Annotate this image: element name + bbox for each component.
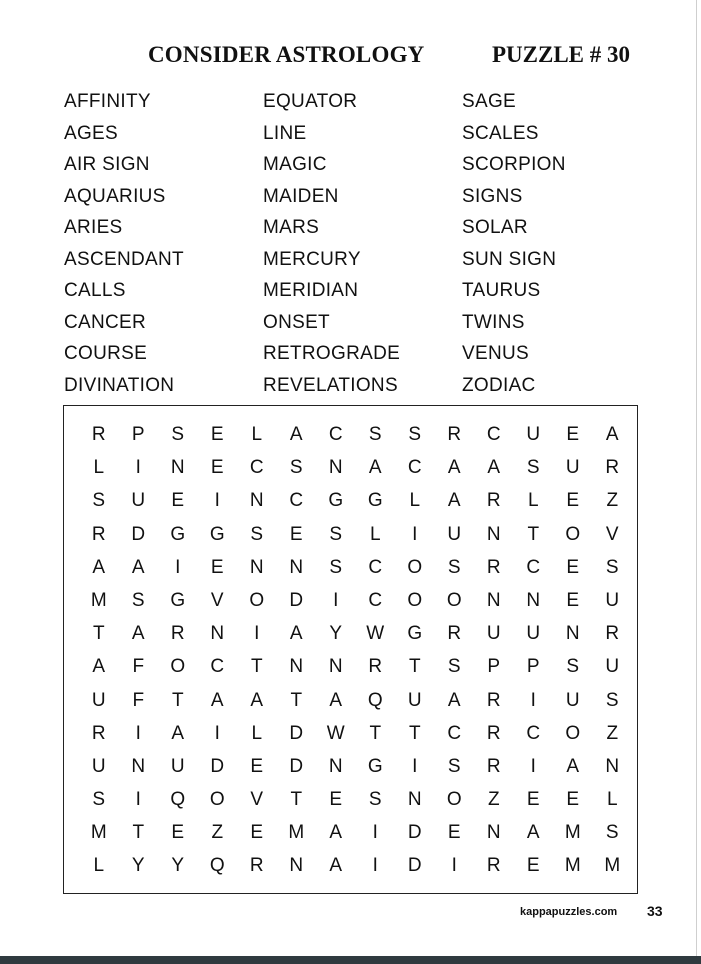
grid-letter: I	[254, 623, 260, 645]
grid-letter: O	[565, 722, 581, 744]
grid-letter: E	[447, 822, 461, 844]
grid-letter: O	[446, 789, 462, 811]
grid-letter: C	[249, 457, 264, 479]
grid-letter: W	[326, 722, 345, 744]
grid-letter: N	[328, 755, 343, 777]
grid-letter: N	[328, 457, 343, 479]
grid-letter: A	[92, 556, 106, 578]
grid-letter: R	[486, 855, 501, 877]
grid-letter: N	[605, 755, 620, 777]
word-list-item: MERCURY	[263, 248, 361, 270]
word-list-item: SCALES	[462, 122, 539, 144]
grid-letter: A	[605, 424, 619, 445]
grid-letter: R	[605, 457, 620, 479]
grid-letter: S	[368, 789, 382, 811]
grid-letter: T	[408, 656, 421, 678]
grid-letter: O	[407, 589, 423, 611]
grid-letter: S	[329, 556, 343, 578]
word-list-item: CANCER	[64, 311, 147, 333]
word-list-item: RETROGRADE	[263, 343, 401, 364]
grid-letter: R	[91, 424, 106, 445]
grid-letter: S	[447, 755, 461, 777]
word-list-item: COURSE	[64, 343, 148, 364]
word-search-grid	[79, 418, 632, 883]
grid-letter: N	[526, 589, 541, 611]
grid-letter: R	[486, 722, 501, 744]
grid-letter: E	[210, 457, 224, 479]
grid-letter: N	[249, 490, 264, 512]
grid-letter: G	[170, 589, 186, 611]
word-list-column-2	[263, 90, 400, 405]
word-list-item: ONSET	[263, 311, 330, 333]
grid-letter: Y	[171, 855, 185, 877]
grid-letter: L	[527, 490, 539, 512]
grid-letter: O	[565, 523, 581, 545]
grid-letter: U	[91, 689, 106, 711]
grid-letter: L	[93, 855, 105, 877]
grid-letter: R	[91, 722, 106, 744]
grid-letter: R	[249, 855, 264, 877]
grid-letter: E	[329, 789, 343, 811]
grid-letter: V	[210, 589, 224, 611]
grid-letter: S	[605, 822, 619, 844]
word-list-item: MARS	[263, 217, 320, 238]
grid-letter: C	[407, 457, 422, 479]
grid-letter: T	[92, 623, 105, 645]
grid-letter: M	[564, 822, 581, 844]
grid-letter: U	[170, 755, 185, 777]
grid-letter: I	[135, 457, 141, 479]
word-list-item: TAURUS	[462, 280, 541, 301]
word-list-item: MAGIC	[263, 154, 327, 175]
grid-letter: Z	[606, 722, 619, 744]
grid-letter: I	[372, 822, 378, 844]
grid-letter: P	[131, 424, 145, 445]
grid-letter: T	[132, 822, 145, 844]
word-list-item: ASCENDANT	[64, 248, 184, 270]
grid-letter: S	[605, 556, 619, 578]
grid-letter: U	[565, 457, 580, 479]
grid-letter: O	[407, 556, 423, 578]
grid-letter: I	[333, 589, 339, 611]
grid-letter: S	[171, 424, 185, 445]
grid-letter: L	[369, 523, 381, 545]
grid-letter: E	[250, 822, 264, 844]
grid-letter: E	[171, 822, 185, 844]
grid-letter: I	[530, 689, 536, 711]
word-list-column-3	[462, 90, 566, 405]
grid-letter: A	[329, 822, 343, 844]
grid-letter: Z	[606, 490, 619, 512]
word-search-grid-box	[63, 405, 638, 894]
grid-letter: A	[250, 689, 264, 711]
grid-letter: R	[170, 623, 185, 645]
grid-letter: Q	[367, 689, 383, 711]
grid-letter: O	[209, 789, 225, 811]
grid-letter: E	[210, 556, 224, 578]
grid-letter: G	[367, 755, 383, 777]
grid-letter: M	[288, 822, 305, 844]
grid-letter: S	[447, 656, 461, 678]
grid-letter: T	[369, 722, 382, 744]
grid-letter: A	[447, 490, 461, 512]
grid-letter: D	[131, 523, 146, 545]
grid-letter: N	[486, 822, 501, 844]
grid-letter: C	[210, 656, 225, 678]
grid-letter: T	[250, 656, 263, 678]
grid-letter: F	[132, 689, 145, 711]
grid-letter: G	[209, 523, 225, 545]
grid-letter: E	[526, 855, 540, 877]
grid-letter: M	[604, 855, 621, 877]
grid-letter: N	[486, 589, 501, 611]
grid-letter: D	[407, 822, 422, 844]
grid-letter: O	[170, 656, 186, 678]
grid-letter: Y	[329, 623, 343, 645]
grid-letter: L	[409, 490, 421, 512]
grid-letter: U	[605, 589, 620, 611]
grid-letter: N	[210, 623, 225, 645]
grid-letter: E	[210, 424, 224, 445]
grid-letter: D	[289, 722, 304, 744]
grid-letter: U	[605, 656, 620, 678]
grid-letter: S	[605, 689, 619, 711]
grid-letter: C	[526, 556, 541, 578]
word-list-item: REVELATIONS	[263, 374, 398, 396]
word-list-item: AFFINITY	[64, 91, 151, 112]
grid-letter: F	[132, 656, 145, 678]
grid-letter: R	[368, 656, 383, 678]
grid-letter: V	[605, 523, 619, 545]
publisher-site: kappapuzzles.com	[520, 906, 618, 918]
grid-letter: G	[170, 523, 186, 545]
grid-letter: R	[605, 623, 620, 645]
grid-letter: C	[526, 722, 541, 744]
grid-letter: N	[328, 656, 343, 678]
page-number: 33	[647, 903, 663, 919]
grid-letter: U	[447, 523, 462, 545]
grid-letter: A	[131, 556, 145, 578]
grid-letter: P	[526, 656, 540, 678]
grid-letter: E	[526, 789, 540, 811]
grid-letter: E	[566, 589, 580, 611]
grid-letter: D	[210, 755, 225, 777]
grid-letter: S	[131, 589, 145, 611]
grid-letter: S	[368, 424, 382, 445]
grid-letter: A	[210, 689, 224, 711]
word-list-column-1	[64, 90, 184, 405]
grid-letter: D	[289, 755, 304, 777]
grid-letter: L	[93, 457, 105, 479]
word-list-item: SAGE	[462, 91, 516, 112]
grid-letter: C	[368, 589, 383, 611]
grid-letter: N	[289, 656, 304, 678]
grid-letter: U	[526, 424, 541, 445]
grid-letter: A	[92, 656, 106, 678]
grid-letter: T	[408, 722, 421, 744]
grid-letter: A	[171, 722, 185, 744]
grid-letter: S	[250, 523, 264, 545]
grid-letter: A	[131, 623, 145, 645]
grid-letter: D	[289, 589, 304, 611]
grid-letter: E	[566, 490, 580, 512]
grid-letter: Y	[131, 855, 145, 877]
word-list-item: ARIES	[64, 217, 123, 238]
grid-letter: S	[329, 523, 343, 545]
word-list-item: EQUATOR	[263, 91, 358, 112]
grid-letter: P	[487, 656, 501, 678]
grid-letter: T	[527, 523, 540, 545]
grid-letter: C	[328, 424, 343, 445]
grid-letter: A	[289, 424, 303, 445]
grid-letter: E	[566, 556, 580, 578]
grid-letter: E	[250, 755, 264, 777]
grid-letter: S	[566, 656, 580, 678]
word-list-item: SCORPION	[462, 154, 566, 175]
grid-letter: N	[289, 855, 304, 877]
grid-letter: C	[368, 556, 383, 578]
grid-letter: R	[447, 623, 462, 645]
grid-letter: G	[328, 490, 344, 512]
word-list-item: AQUARIUS	[64, 185, 166, 207]
grid-letter: E	[171, 490, 185, 512]
grid-letter: R	[486, 556, 501, 578]
grid-letter: M	[90, 822, 107, 844]
grid-letter: I	[214, 722, 220, 744]
grid-letter: I	[372, 855, 378, 877]
word-list-item: CALLS	[64, 280, 126, 301]
grid-letter: O	[446, 589, 462, 611]
grid-letter: T	[290, 689, 303, 711]
grid-letter: Z	[487, 789, 500, 811]
grid-letter: M	[564, 855, 581, 877]
puzzle-number: PUZZLE # 30	[492, 42, 631, 67]
grid-letter: L	[606, 789, 618, 811]
grid-letter: R	[447, 424, 462, 445]
grid-letter: U	[486, 623, 501, 645]
grid-letter: S	[408, 424, 422, 445]
grid-letter: A	[447, 689, 461, 711]
grid-letter: I	[412, 523, 418, 545]
grid-letter: N	[131, 755, 146, 777]
grid-letter: R	[486, 689, 501, 711]
grid-letter: V	[250, 789, 264, 811]
word-list-item: LINE	[263, 122, 307, 144]
word-list-item: DIVINATION	[64, 374, 175, 396]
word-list-item: SIGNS	[462, 185, 523, 207]
grid-letter: E	[566, 789, 580, 811]
grid-letter: L	[251, 424, 263, 445]
grid-letter: R	[486, 490, 501, 512]
grid-letter: C	[486, 424, 501, 445]
grid-letter: I	[530, 755, 536, 777]
grid-letter: E	[289, 523, 303, 545]
grid-letter: A	[329, 689, 343, 711]
grid-letter: A	[566, 755, 580, 777]
grid-letter: S	[92, 789, 106, 811]
grid-letter: R	[486, 755, 501, 777]
word-list-item: AIR SIGN	[64, 154, 150, 175]
grid-letter: A	[368, 457, 382, 479]
grid-letter: N	[249, 556, 264, 578]
grid-letter: I	[175, 556, 181, 578]
grid-letter: N	[486, 523, 501, 545]
word-list-item: SOLAR	[462, 217, 528, 238]
grid-letter: U	[565, 689, 580, 711]
grid-letter: I	[135, 789, 141, 811]
word-list-item: MERIDIAN	[263, 280, 359, 301]
grid-letter: A	[329, 855, 343, 877]
grid-letter: Q	[209, 855, 225, 877]
grid-letter: S	[92, 490, 106, 512]
word-list-item: MAIDEN	[263, 185, 339, 207]
word-list-item: VENUS	[462, 343, 529, 364]
word-list-item: ZODIAC	[462, 374, 536, 396]
grid-letter: N	[407, 789, 422, 811]
grid-letter: E	[566, 424, 580, 445]
grid-letter: N	[170, 457, 185, 479]
grid-letter: S	[447, 556, 461, 578]
grid-letter: A	[289, 623, 303, 645]
grid-letter: A	[487, 457, 501, 479]
grid-letter: Q	[170, 789, 186, 811]
grid-letter: T	[290, 789, 303, 811]
word-list-item: SUN SIGN	[462, 248, 557, 270]
grid-letter: S	[289, 457, 303, 479]
grid-letter: G	[367, 490, 383, 512]
grid-letter: A	[526, 822, 540, 844]
grid-letter: C	[447, 722, 462, 744]
grid-letter: U	[131, 490, 146, 512]
word-list-item: TWINS	[462, 311, 525, 333]
grid-letter: Z	[211, 822, 224, 844]
grid-letter: I	[135, 722, 141, 744]
grid-letter: S	[526, 457, 540, 479]
grid-letter: A	[447, 457, 461, 479]
grid-letter: U	[407, 689, 422, 711]
grid-letter: O	[249, 589, 265, 611]
grid-letter: C	[289, 490, 304, 512]
grid-letter: N	[289, 556, 304, 578]
grid-letter: U	[526, 623, 541, 645]
bottom-bar	[0, 956, 701, 964]
grid-letter: I	[451, 855, 457, 877]
grid-letter: D	[407, 855, 422, 877]
word-list-item: AGES	[64, 122, 118, 144]
grid-letter: I	[214, 490, 220, 512]
grid-letter: U	[91, 755, 106, 777]
grid-letter: L	[251, 722, 263, 744]
grid-letter: N	[565, 623, 580, 645]
grid-letter: I	[412, 755, 418, 777]
puzzle-title: CONSIDER ASTROLOGY	[148, 42, 425, 67]
grid-letter: T	[171, 689, 184, 711]
grid-letter: W	[366, 623, 385, 645]
grid-letter: G	[407, 623, 423, 645]
grid-letter: R	[91, 523, 106, 545]
grid-letter: M	[90, 589, 107, 611]
